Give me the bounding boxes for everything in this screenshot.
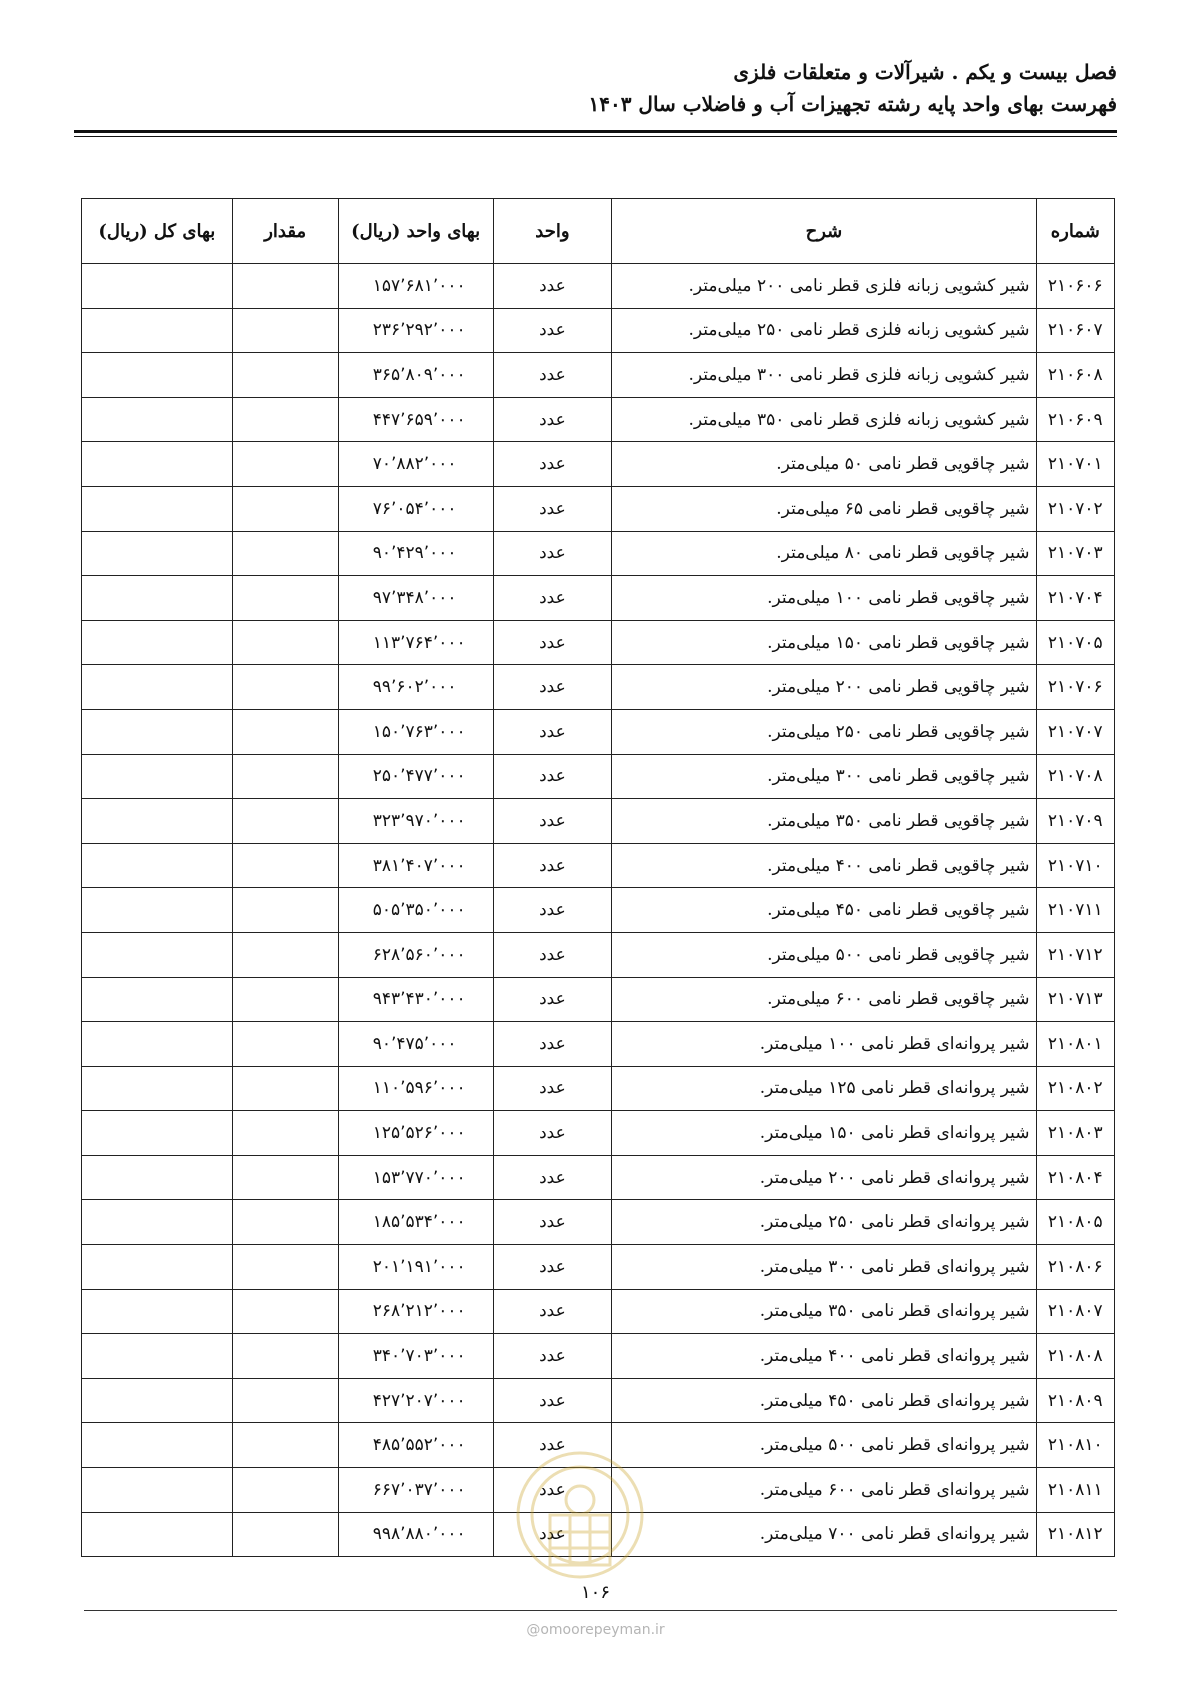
cell-description: شیر چاقویی قطر نامی ۵۰۰ میلی‌متر. [612, 932, 1036, 977]
cell-code: ۲۱۰۸۰۴ [1036, 1155, 1114, 1200]
cell-unit-price: ۲۰۱٬۱۹۱٬۰۰۰ [338, 1245, 493, 1290]
cell-code: ۲۱۰۸۰۱ [1036, 1022, 1114, 1067]
cell-code: ۲۱۰۸۱۱ [1036, 1468, 1114, 1513]
table-row [82, 1512, 1115, 1557]
cell-description: شیر پروانه‌ای قطر نامی ۶۰۰ میلی‌متر. [612, 1468, 1036, 1513]
cell-unit-price: ۹۰٬۴۷۵٬۰۰۰ [338, 1022, 493, 1067]
cell-unit-price: ۱۱۰٬۵۹۶٬۰۰۰ [338, 1066, 493, 1111]
cell-code: ۲۱۰۷۱۱ [1036, 888, 1114, 933]
table-row [82, 932, 1115, 977]
cell-description: شیر چاقویی قطر نامی ۸۰ میلی‌متر. [612, 531, 1036, 576]
website-watermark: @omoorepeyman.ir [526, 1622, 665, 1638]
cell-unit: عدد [493, 1334, 612, 1379]
cell-code: ۲۱۰۷۱۰ [1036, 843, 1114, 888]
cell-unit-price: ۴۸۵٬۵۵۲٬۰۰۰ [338, 1423, 493, 1468]
cell-unit: عدد [493, 977, 612, 1022]
cell-total-price [82, 1111, 233, 1156]
cell-total-price [82, 754, 233, 799]
cell-description: شیر پروانه‌ای قطر نامی ۲۰۰ میلی‌متر. [612, 1155, 1036, 1200]
cell-quantity [232, 709, 338, 754]
cell-unit-price: ۹۷٬۳۴۸٬۰۰۰ [338, 576, 493, 621]
cell-description: شیر چاقویی قطر نامی ۵۰ میلی‌متر. [612, 442, 1036, 487]
cell-code: ۲۱۰۷۰۲ [1036, 486, 1114, 531]
cell-unit: عدد [493, 486, 612, 531]
cell-code: ۲۱۰۷۰۴ [1036, 576, 1114, 621]
cell-unit: عدد [493, 1022, 612, 1067]
cell-code: ۲۱۰۷۰۱ [1036, 442, 1114, 487]
table-row [82, 1200, 1115, 1245]
table-row [82, 665, 1115, 710]
cell-total-price [82, 1200, 233, 1245]
cell-unit-price: ۱۵۷٬۶۸۱٬۰۰۰ [338, 264, 493, 309]
price-table [81, 198, 1115, 1557]
cell-code: ۲۱۰۷۰۷ [1036, 709, 1114, 754]
cell-quantity [232, 353, 338, 398]
cell-total-price [82, 353, 233, 398]
cell-unit: عدد [493, 1468, 612, 1513]
cell-description: شیر کشویی زبانه فلزی قطر نامی ۳۰۰ میلی‌متر. [612, 353, 1036, 398]
cell-unit: عدد [493, 932, 612, 977]
cell-unit: عدد [493, 531, 612, 576]
table-row [82, 709, 1115, 754]
cell-unit: عدد [493, 888, 612, 933]
cell-unit-price: ۵۰۵٬۳۵۰٬۰۰۰ [338, 888, 493, 933]
cell-unit: عدد [493, 709, 612, 754]
table-row [82, 754, 1115, 799]
cell-unit-price: ۶۲۸٬۵۶۰٬۰۰۰ [338, 932, 493, 977]
cell-quantity [232, 486, 338, 531]
cell-unit-price: ۶۶۷٬۰۳۷٬۰۰۰ [338, 1468, 493, 1513]
cell-code: ۲۱۰۶۰۸ [1036, 353, 1114, 398]
table-body [82, 264, 1115, 1557]
table-row [82, 888, 1115, 933]
cell-quantity [232, 1289, 338, 1334]
cell-code: ۲۱۰۷۰۵ [1036, 620, 1114, 665]
cell-description: شیر پروانه‌ای قطر نامی ۷۰۰ میلی‌متر. [612, 1512, 1036, 1557]
chapter-title: فصل بیست و یکم . شیرآلات و متعلقات فلزی [733, 60, 1117, 84]
cell-unit: عدد [493, 397, 612, 442]
cell-code: ۲۱۰۸۰۸ [1036, 1334, 1114, 1379]
cell-code: ۲۱۰۷۱۳ [1036, 977, 1114, 1022]
cell-code: ۲۱۰۸۰۷ [1036, 1289, 1114, 1334]
table-row [82, 1334, 1115, 1379]
cell-unit-price: ۱۲۵٬۵۲۶٬۰۰۰ [338, 1111, 493, 1156]
page-number: ۱۰۶ [580, 1582, 610, 1603]
cell-description: شیر چاقویی قطر نامی ۱۵۰ میلی‌متر. [612, 620, 1036, 665]
cell-unit-price: ۲۳۶٬۲۹۲٬۰۰۰ [338, 308, 493, 353]
cell-total-price [82, 1155, 233, 1200]
cell-quantity [232, 665, 338, 710]
header-rule-thin [74, 136, 1117, 137]
cell-unit-price: ۹۰٬۴۲۹٬۰۰۰ [338, 531, 493, 576]
cell-total-price [82, 1066, 233, 1111]
cell-unit: عدد [493, 1066, 612, 1111]
cell-description: شیر پروانه‌ای قطر نامی ۱۲۵ میلی‌متر. [612, 1066, 1036, 1111]
cell-description: شیر پروانه‌ای قطر نامی ۱۰۰ میلی‌متر. [612, 1022, 1036, 1067]
cell-quantity [232, 799, 338, 844]
cell-description: شیر چاقویی قطر نامی ۲۵۰ میلی‌متر. [612, 709, 1036, 754]
cell-unit-price: ۴۴۷٬۶۵۹٬۰۰۰ [338, 397, 493, 442]
cell-unit-price: ۷۶٬۰۵۴٬۰۰۰ [338, 486, 493, 531]
cell-description: شیر کشویی زبانه فلزی قطر نامی ۲۵۰ میلی‌متر. [612, 308, 1036, 353]
cell-unit-price: ۱۱۳٬۷۶۴٬۰۰۰ [338, 620, 493, 665]
table-row [82, 799, 1115, 844]
page-header [74, 56, 1117, 120]
table-row [82, 1022, 1115, 1067]
cell-unit: عدد [493, 620, 612, 665]
price-list-title: فهرست بهای واحد پایه رشته تجهیزات آب و فاضلاب سال ۱۴۰۳ [588, 92, 1117, 116]
cell-unit: عدد [493, 353, 612, 398]
cell-code: ۲۱۰۷۰۹ [1036, 799, 1114, 844]
cell-total-price [82, 932, 233, 977]
cell-code: ۲۱۰۸۰۹ [1036, 1378, 1114, 1423]
cell-description: شیر پروانه‌ای قطر نامی ۳۰۰ میلی‌متر. [612, 1245, 1036, 1290]
cell-quantity [232, 754, 338, 799]
cell-total-price [82, 665, 233, 710]
cell-code: ۲۱۰۸۰۳ [1036, 1111, 1114, 1156]
cell-code: ۲۱۰۷۰۸ [1036, 754, 1114, 799]
cell-description: شیر چاقویی قطر نامی ۳۰۰ میلی‌متر. [612, 754, 1036, 799]
cell-code: ۲۱۰۷۰۶ [1036, 665, 1114, 710]
cell-code: ۲۱۰۸۰۲ [1036, 1066, 1114, 1111]
cell-quantity [232, 308, 338, 353]
cell-code: ۲۱۰۸۰۶ [1036, 1245, 1114, 1290]
cell-quantity [232, 1468, 338, 1513]
cell-unit: عدد [493, 1512, 612, 1557]
cell-code: ۲۱۰۷۰۳ [1036, 531, 1114, 576]
cell-code: ۲۱۰۶۰۹ [1036, 397, 1114, 442]
cell-quantity [232, 397, 338, 442]
table-row [82, 620, 1115, 665]
cell-description: شیر چاقویی قطر نامی ۳۵۰ میلی‌متر. [612, 799, 1036, 844]
cell-unit-price: ۲۶۸٬۲۱۲٬۰۰۰ [338, 1289, 493, 1334]
cell-quantity [232, 531, 338, 576]
cell-unit: عدد [493, 1423, 612, 1468]
cell-description: شیر چاقویی قطر نامی ۴۰۰ میلی‌متر. [612, 843, 1036, 888]
column-header-unit: واحد [493, 199, 612, 264]
cell-unit: عدد [493, 754, 612, 799]
cell-total-price [82, 843, 233, 888]
cell-quantity [232, 264, 338, 309]
table-row [82, 1155, 1115, 1200]
table-row [82, 1245, 1115, 1290]
cell-quantity [232, 1512, 338, 1557]
cell-total-price [82, 620, 233, 665]
cell-total-price [82, 1245, 233, 1290]
table-row [82, 264, 1115, 309]
cell-total-price [82, 1378, 233, 1423]
cell-quantity [232, 1378, 338, 1423]
cell-description: شیر پروانه‌ای قطر نامی ۵۰۰ میلی‌متر. [612, 1423, 1036, 1468]
cell-quantity [232, 888, 338, 933]
cell-description: شیر پروانه‌ای قطر نامی ۱۵۰ میلی‌متر. [612, 1111, 1036, 1156]
cell-description: شیر پروانه‌ای قطر نامی ۴۵۰ میلی‌متر. [612, 1378, 1036, 1423]
cell-quantity [232, 1245, 338, 1290]
cell-total-price [82, 1289, 233, 1334]
cell-quantity [232, 932, 338, 977]
cell-unit-price: ۳۲۳٬۹۷۰٬۰۰۰ [338, 799, 493, 844]
cell-total-price [82, 888, 233, 933]
cell-unit: عدد [493, 1111, 612, 1156]
cell-description: شیر چاقویی قطر نامی ۱۰۰ میلی‌متر. [612, 576, 1036, 621]
cell-unit: عدد [493, 799, 612, 844]
cell-unit: عدد [493, 308, 612, 353]
cell-unit: عدد [493, 442, 612, 487]
cell-quantity [232, 1111, 338, 1156]
cell-total-price [82, 1468, 233, 1513]
table-header-row [82, 199, 1115, 264]
cell-unit-price: ۷۰٬۸۸۲٬۰۰۰ [338, 442, 493, 487]
cell-unit-price: ۱۵۰٬۷۶۳٬۰۰۰ [338, 709, 493, 754]
cell-quantity [232, 576, 338, 621]
table-row [82, 442, 1115, 487]
table-row [82, 1423, 1115, 1468]
cell-quantity [232, 1334, 338, 1379]
table-row [82, 843, 1115, 888]
table-row [82, 1289, 1115, 1334]
cell-unit-price: ۹۴۳٬۴۳۰٬۰۰۰ [338, 977, 493, 1022]
table-row [82, 576, 1115, 621]
table-row [82, 531, 1115, 576]
cell-unit-price: ۹۹٬۶۰۲٬۰۰۰ [338, 665, 493, 710]
cell-quantity [232, 442, 338, 487]
table-row [82, 1468, 1115, 1513]
cell-description: شیر کشویی زبانه فلزی قطر نامی ۲۰۰ میلی‌متر. [612, 264, 1036, 309]
cell-total-price [82, 977, 233, 1022]
cell-quantity [232, 843, 338, 888]
cell-unit-price: ۲۵۰٬۴۷۷٬۰۰۰ [338, 754, 493, 799]
cell-total-price [82, 397, 233, 442]
cell-unit-price: ۳۸۱٬۴۰۷٬۰۰۰ [338, 843, 493, 888]
cell-quantity [232, 620, 338, 665]
cell-unit-price: ۳۴۰٬۷۰۳٬۰۰۰ [338, 1334, 493, 1379]
cell-description: شیر پروانه‌ای قطر نامی ۳۵۰ میلی‌متر. [612, 1289, 1036, 1334]
cell-unit-price: ۱۸۵٬۵۳۴٬۰۰۰ [338, 1200, 493, 1245]
cell-total-price [82, 1022, 233, 1067]
cell-total-price [82, 531, 233, 576]
cell-quantity [232, 977, 338, 1022]
cell-unit-price: ۱۵۳٬۷۷۰٬۰۰۰ [338, 1155, 493, 1200]
cell-quantity [232, 1155, 338, 1200]
cell-code: ۲۱۰۶۰۷ [1036, 308, 1114, 353]
table-row [82, 1378, 1115, 1423]
cell-unit: عدد [493, 1155, 612, 1200]
table-row [82, 353, 1115, 398]
cell-description: شیر پروانه‌ای قطر نامی ۴۰۰ میلی‌متر. [612, 1334, 1036, 1379]
cell-description: شیر چاقویی قطر نامی ۶۰۰ میلی‌متر. [612, 977, 1036, 1022]
cell-code: ۲۱۰۸۱۲ [1036, 1512, 1114, 1557]
cell-total-price [82, 1512, 233, 1557]
cell-unit: عدد [493, 1245, 612, 1290]
cell-code: ۲۱۰۷۱۲ [1036, 932, 1114, 977]
cell-description: شیر چاقویی قطر نامی ۲۰۰ میلی‌متر. [612, 665, 1036, 710]
cell-quantity [232, 1066, 338, 1111]
cell-total-price [82, 1334, 233, 1379]
cell-quantity [232, 1022, 338, 1067]
cell-description: شیر چاقویی قطر نامی ۶۵ میلی‌متر. [612, 486, 1036, 531]
column-header-quantity: مقدار [232, 199, 338, 264]
table-row [82, 1111, 1115, 1156]
table-row [82, 486, 1115, 531]
cell-total-price [82, 442, 233, 487]
cell-unit: عدد [493, 665, 612, 710]
cell-total-price [82, 799, 233, 844]
cell-unit: عدد [493, 264, 612, 309]
cell-unit: عدد [493, 1289, 612, 1334]
cell-quantity [232, 1423, 338, 1468]
cell-total-price [82, 264, 233, 309]
column-header-total-price: بهای کل (ریال) [82, 199, 233, 264]
cell-unit: عدد [493, 843, 612, 888]
cell-unit-price: ۴۲۷٬۲۰۷٬۰۰۰ [338, 1378, 493, 1423]
cell-total-price [82, 308, 233, 353]
column-header-unit-price: بهای واحد (ریال) [338, 199, 493, 264]
cell-description: شیر چاقویی قطر نامی ۴۵۰ میلی‌متر. [612, 888, 1036, 933]
table-row [82, 308, 1115, 353]
cell-unit: عدد [493, 1200, 612, 1245]
column-header-description: شرح [612, 199, 1036, 264]
cell-description: شیر کشویی زبانه فلزی قطر نامی ۳۵۰ میلی‌متر. [612, 397, 1036, 442]
header-rule-thick [74, 130, 1117, 133]
cell-total-price [82, 1423, 233, 1468]
cell-total-price [82, 576, 233, 621]
cell-quantity [232, 1200, 338, 1245]
column-header-code: شماره [1036, 199, 1114, 264]
cell-total-price [82, 709, 233, 754]
cell-unit-price: ۹۹۸٬۸۸۰٬۰۰۰ [338, 1512, 493, 1557]
cell-unit-price: ۳۶۵٬۸۰۹٬۰۰۰ [338, 353, 493, 398]
table-row [82, 977, 1115, 1022]
cell-unit: عدد [493, 1378, 612, 1423]
cell-code: ۲۱۰۸۰۵ [1036, 1200, 1114, 1245]
table-row [82, 397, 1115, 442]
table-row [82, 1066, 1115, 1111]
footer-rule [84, 1610, 1117, 1611]
cell-code: ۲۱۰۸۱۰ [1036, 1423, 1114, 1468]
cell-description: شیر پروانه‌ای قطر نامی ۲۵۰ میلی‌متر. [612, 1200, 1036, 1245]
cell-code: ۲۱۰۶۰۶ [1036, 264, 1114, 309]
cell-total-price [82, 486, 233, 531]
cell-unit: عدد [493, 576, 612, 621]
